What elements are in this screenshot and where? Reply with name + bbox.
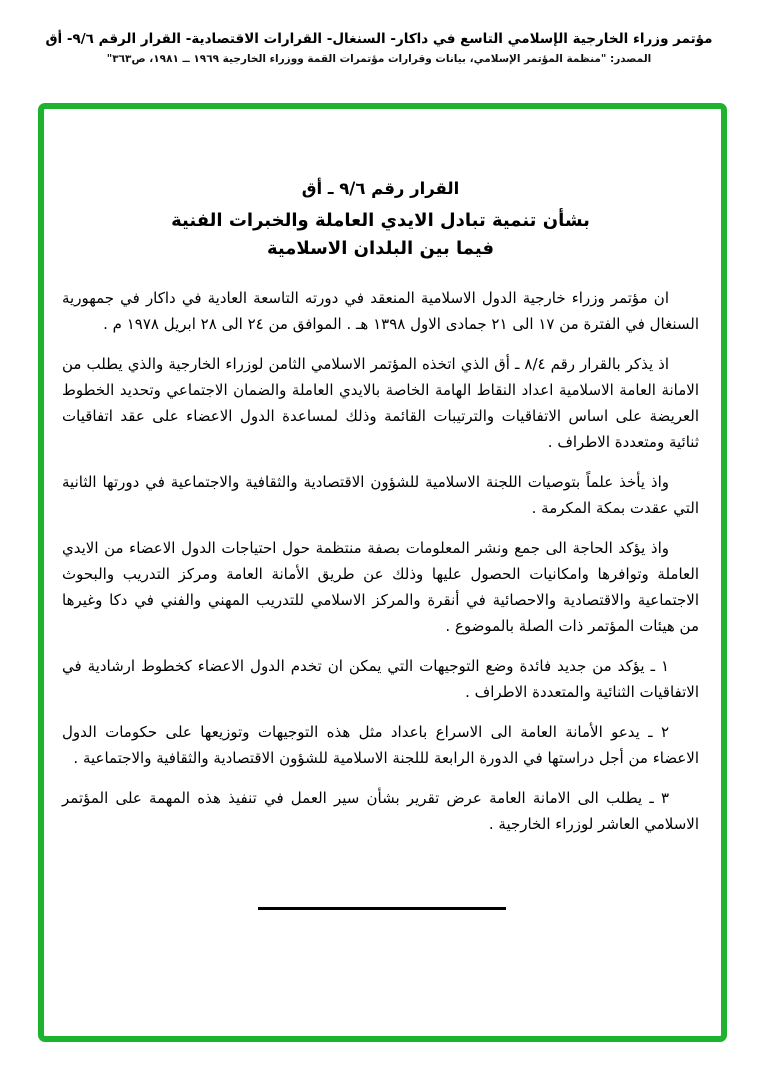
resolution-number-title: القرار رقم ٩/٦ ـ أق: [301, 179, 460, 198]
header-source-citation: المصدر: "منظمة المؤتمر الإسلامي، بيانات وقرارات مؤتمرات القمة ووزراء الخارجية ١٩٦٩ ــ ١٩٨١، ص٣٦٣": [106, 53, 652, 65]
resolution-scope-title: فيما بين البلدان الاسلامية: [267, 238, 494, 259]
preamble-paragraph-3: واذ يأخذ علماً بتوصيات اللجنة الاسلامية للشؤون الاقتصادية والثقافية والاجتماعية في دورتها الثانية التي عقدت بمكة المكرمة .: [62, 473, 699, 517]
preamble-paragraph-1: ان مؤتمر وزراء خارجية الدول الاسلامية المنعقد في دورته التاسعة العادية في داكار في جمهورية السنغال في الفترة من ١٧ الى ٢١ جمادى الاول ١٣٩٨ هـ . الموافق من ٢٤ الى ٢٨ ابريل ١٩٧٨ م .: [62, 289, 699, 333]
green-border-frame: [38, 103, 727, 1042]
footer-divider-line: [258, 907, 506, 910]
resolution-body: [62, 179, 699, 851]
operative-item-3: ٣ ـ يطلب الى الامانة العامة عرض تقرير بشأن سير العمل في تنفيذ هذه المهمة على المؤتمر الاسلامي العاشر لوزراء الخارجية .: [62, 789, 699, 833]
resolution-title-block: [62, 179, 699, 259]
resolution-subject-title: بشأن تنمية تبادل الايدي العاملة والخبرات الفنية: [171, 210, 590, 231]
operative-item-1: ١ ـ يؤكد من جديد فائدة وضع التوجيهات التي يمكن ان تخدم الدول الاعضاء كخطوط ارشادية في الاتفاقيات الثنائية والمتعددة الاطراف .: [62, 657, 699, 701]
preamble-paragraph-4: واذ يؤكد الحاجة الى جمع ونشر المعلومات بصفة منتظمة حول احتياجات الدول الاعضاء من الايدي العاملة وتوافرها وامكانيات الحصول عليها وذلك عن طريق الأمانة العامة ومركز التدريب والبحوث الاجتماعية والاقتصادية والاحصائية في أنقرة والمركز الاسلامي للتدريب المهني والفني في دكا وغيرها من هيئات المؤتمر ذات الصلة بالموضوع .: [62, 539, 699, 635]
document-header: [0, 31, 758, 65]
operative-item-2: ٢ ـ يدعو الأمانة العامة الى الاسراع باعداد مثل هذه التوجيهات وتوزيعها على حكومات الدول الاعضاء من أجل دراستها في الدورة الرابعة لللجنة الاسلامية للشؤون الاقتصادية والثقافية والاجتماعية .: [62, 723, 699, 767]
header-conference-title: مؤتمر وزراء الخارجية الإسلامي التاسع في داكار- السنغال- القرارات الاقتصادية- القرار الرقم ٩/٦- أق: [45, 31, 713, 47]
preamble-paragraph-2: اذ يذكر بالقرار رقم ٨/٤ ـ أق الذي اتخذه المؤتمر الاسلامي الثامن لوزراء الخارجية والذي يطلب من الامانة العامة الاسلامية اعداد النقاط الهامة الخاصة بالايدي العاملة والضمان الاجتماعي وتحديد الخطوط العريضة على اساس الاتفاقيات والترتيبات القائمة وذلك لمساعدة الدول الاعضاء على عقد اتفاقيات ثنائية ومتعددة الاطراف .: [62, 355, 699, 451]
